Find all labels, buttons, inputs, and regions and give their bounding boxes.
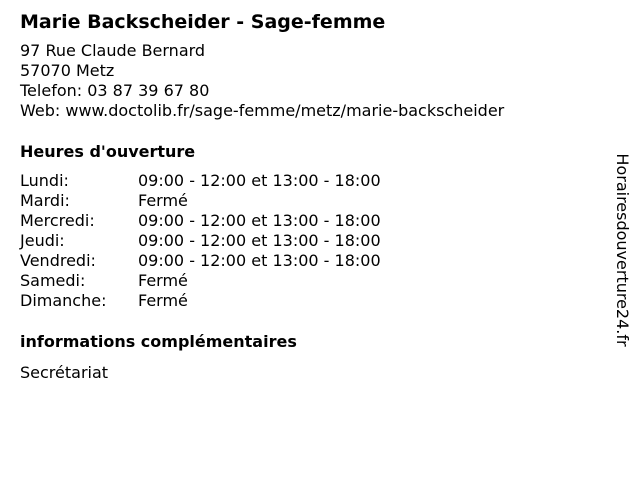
- hours-day: Samedi:: [20, 271, 86, 290]
- hours-day: Dimanche:: [20, 291, 107, 310]
- hours-time: Fermé: [138, 291, 188, 310]
- hours-time: 09:00 - 12:00 et 13:00 - 18:00: [138, 171, 381, 190]
- opening-hours-table: [20, 171, 600, 311]
- hours-day: Vendredi:: [20, 251, 96, 270]
- contact-block: [20, 41, 600, 121]
- hours-time: 09:00 - 12:00 et 13:00 - 18:00: [138, 211, 381, 230]
- address-line-1: 97 Rue Claude Bernard: [20, 41, 206, 60]
- business-title: Marie Backscheider - Sage-femme: [20, 11, 386, 33]
- hours-row-thursday: [20, 231, 600, 251]
- info-text: Secrétariat: [20, 363, 109, 382]
- info-heading: informations complémentaires: [20, 332, 297, 351]
- business-card: [20, 10, 600, 383]
- hours-row-monday: [20, 171, 600, 191]
- hours-row-friday: [20, 251, 600, 271]
- phone-line: Telefon: 03 87 39 67 80: [20, 81, 210, 100]
- hours-heading: Heures d'ouverture: [20, 142, 196, 161]
- brand-watermark-text: Horairesdouverture24.fr: [613, 153, 632, 347]
- hours-time: Fermé: [138, 271, 188, 290]
- hours-row-sunday: [20, 291, 600, 311]
- website-line: Web: www.doctolib.fr/sage-femme/metz/marie-backscheider: [20, 101, 505, 120]
- hours-time: 09:00 - 12:00 et 13:00 - 18:00: [138, 251, 381, 270]
- address-line-2: 57070 Metz: [20, 61, 115, 80]
- hours-day: Mardi:: [20, 191, 70, 210]
- hours-time: 09:00 - 12:00 et 13:00 - 18:00: [138, 231, 381, 250]
- hours-day: Jeudi:: [20, 231, 65, 250]
- hours-day: Lundi:: [20, 171, 69, 190]
- hours-day: Mercredi:: [20, 211, 95, 230]
- hours-time: Fermé: [138, 191, 188, 210]
- hours-row-saturday: [20, 271, 600, 291]
- hours-row-wednesday: [20, 211, 600, 231]
- hours-row-tuesday: [20, 191, 600, 211]
